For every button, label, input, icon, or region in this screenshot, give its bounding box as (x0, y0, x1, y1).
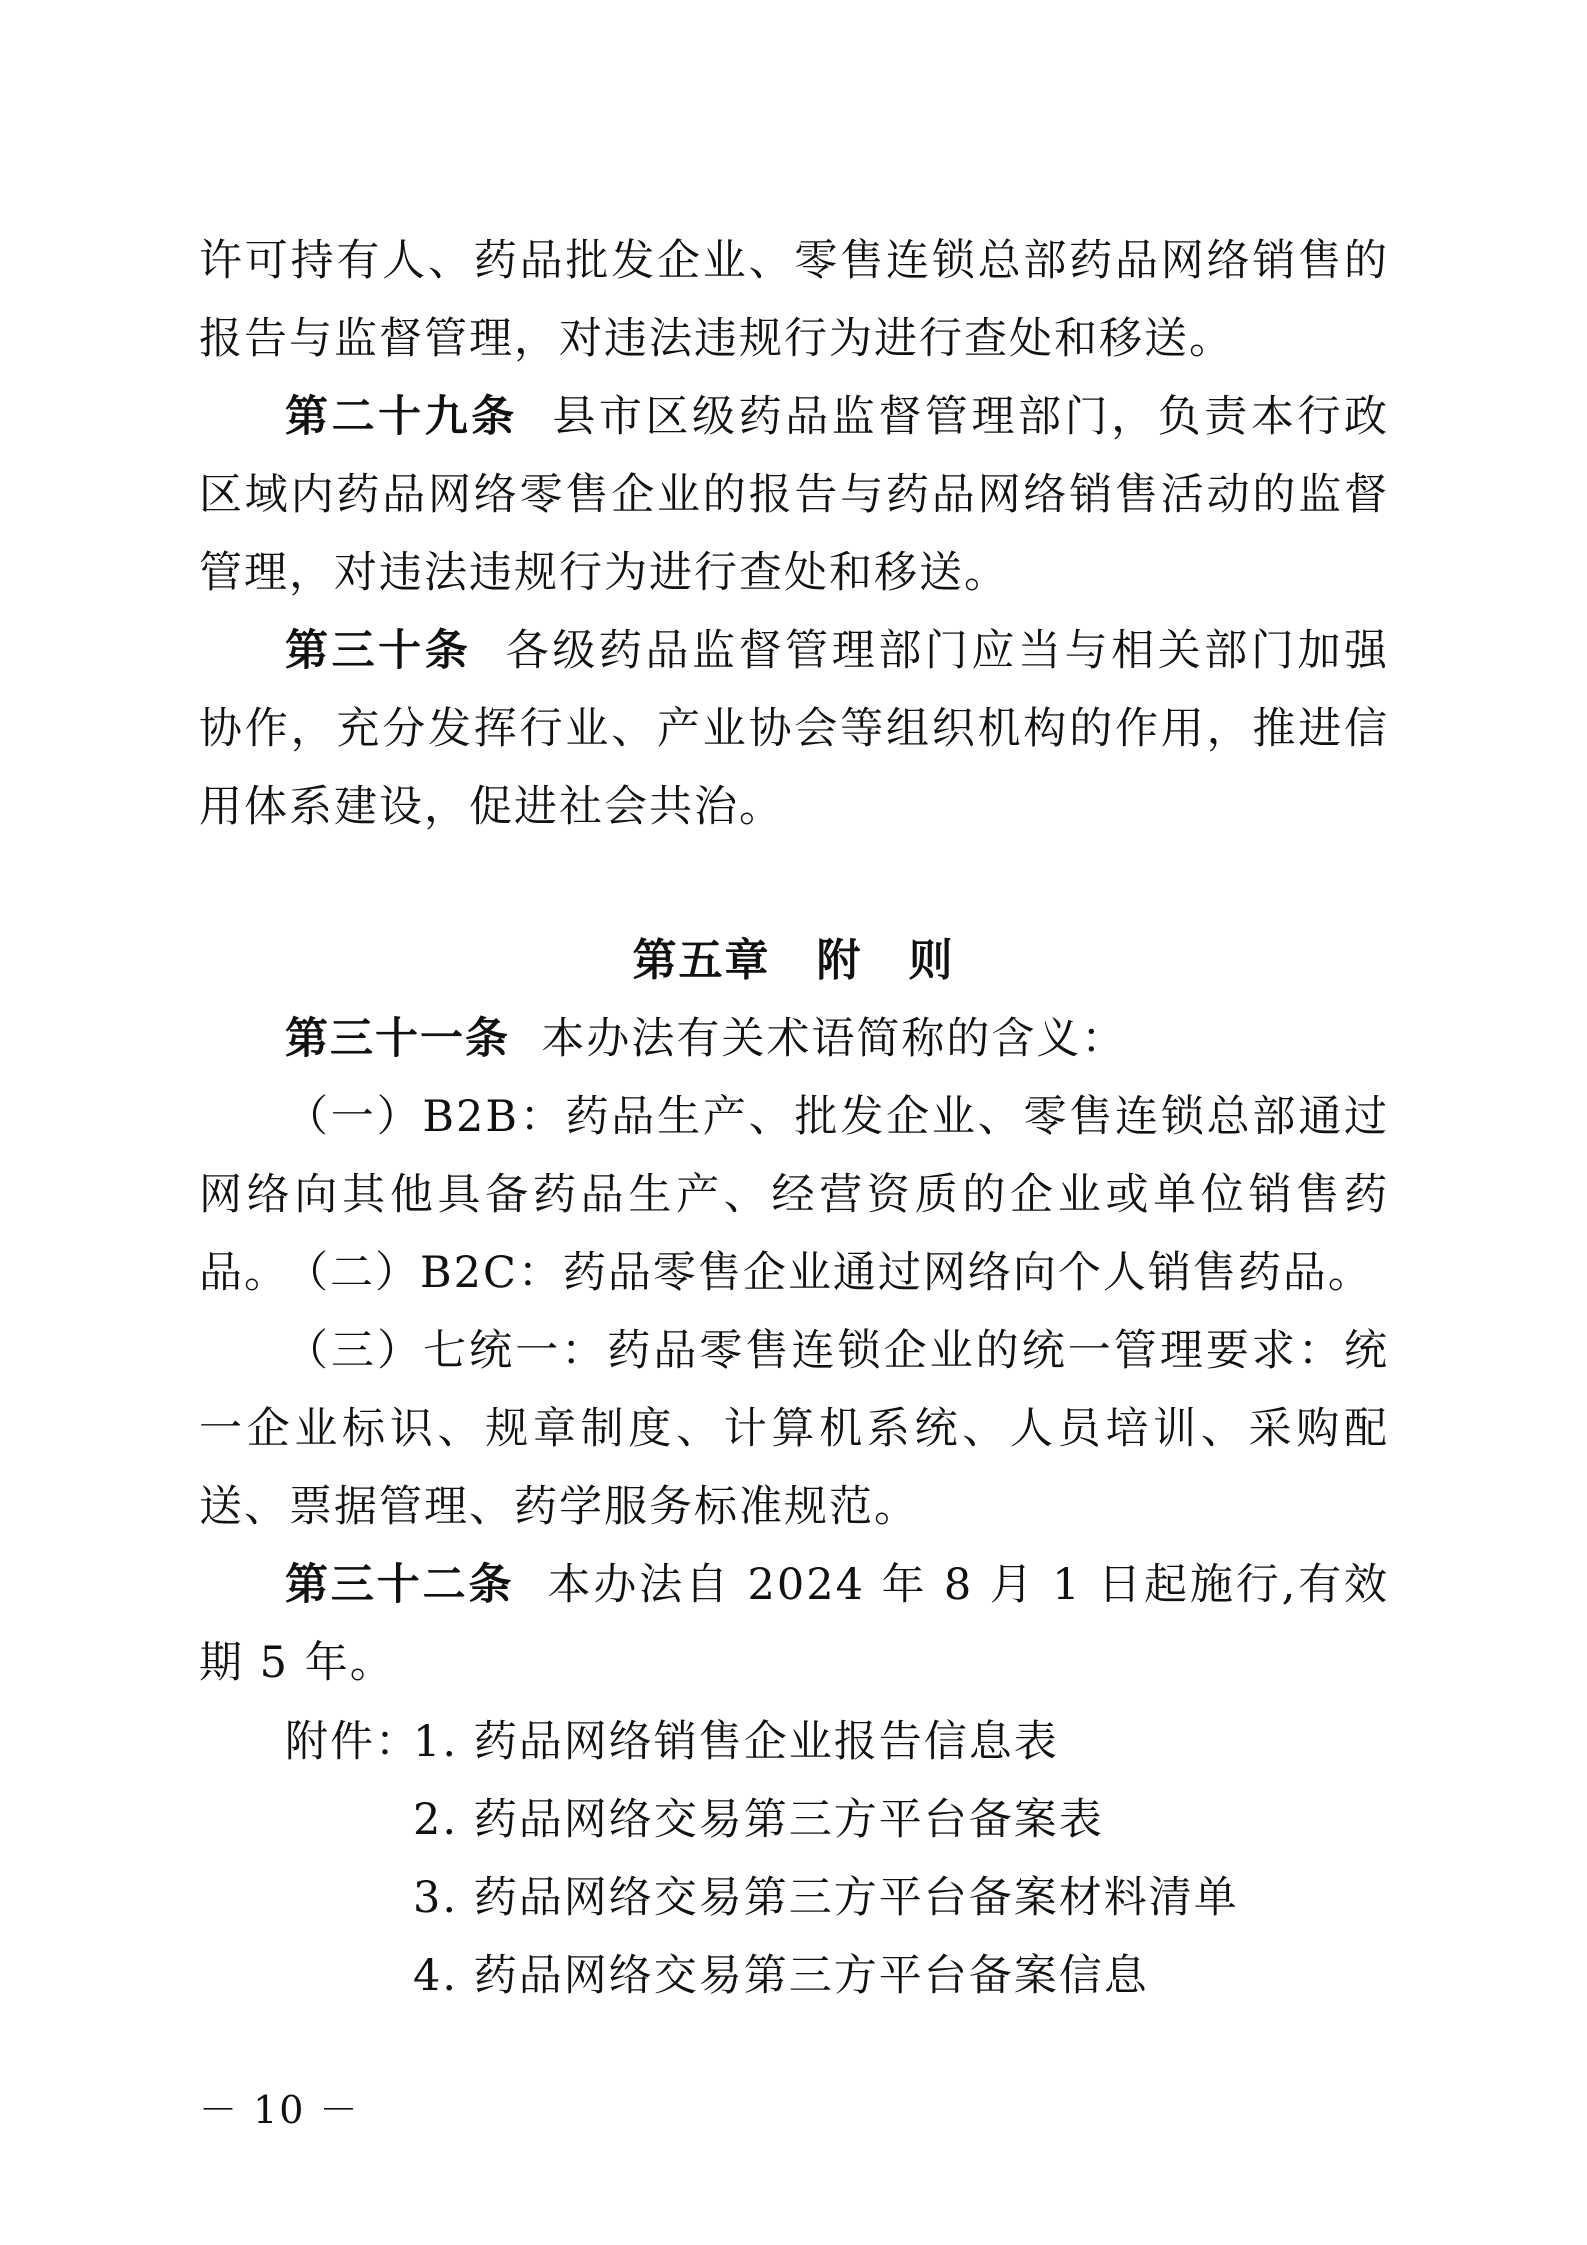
article-32-text: 本办法自 2024 年 8 月 1 日起施行,有效期 5 年。 (199, 1560, 1390, 1688)
article-32-label: 第三十二条 (285, 1560, 515, 1610)
article-30-label: 第三十条 (285, 626, 472, 676)
definition-item-seven-unified: （三）七统一：药品零售连锁企业的统一管理要求：统一企业标识、规章制度、计算机系统、人员培训、采购配送、票据管理、药学服务标准规范。 (199, 1326, 1389, 1532)
article-30 (199, 612, 1389, 846)
page-number: － 10 － (199, 2088, 360, 2132)
article-29-label: 第二十九条 (285, 392, 518, 442)
attachment-item: 1. 药品网络销售企业报告信息表 (413, 1717, 1059, 1767)
attachment-item: 2. 药品网络交易第三方平台备案表 (413, 1795, 1104, 1845)
article-32 (199, 1546, 1389, 1702)
attachment-item: 3. 药品网络交易第三方平台备案材料清单 (413, 1873, 1239, 1923)
article-29 (199, 378, 1389, 612)
definition-item-b2b: （一）B2B：药品生产、批发企业、零售连锁总部通过网络向其他具备药品生产、经营资质的企业或单位销售药品。 (199, 1092, 1389, 1298)
definition-item-b2c: （二）B2C：药品零售企业通过网络向个人销售药品。 (285, 1248, 1373, 1298)
article-31-text: 本办法有关术语简称的含义： (541, 1014, 1127, 1064)
article-30-text: 各级药品监督管理部门应当与相关部门加强协作，充分发挥行业、产业协会等组织机构的作用，推进信用体系建设，促进社会共治。 (199, 626, 1390, 832)
article-31-label: 第三十一条 (285, 1014, 510, 1064)
article-31 (199, 1000, 1389, 1078)
chapter-heading: 第五章 附 则 (632, 935, 955, 986)
article-29-text: 县市区级药品监督管理部门，负责本行政区域内药品网络零售企业的报告与药品网络销售活动的监督管理，对违法违规行为进行查处和移送。 (199, 392, 1390, 598)
intro-paragraph: 许可持有人、药品批发企业、零售连锁总部药品网络销售的报告与监督管理，对违法违规行为进行查处和移送。 (199, 236, 1389, 364)
attachment-item: 4. 药品网络交易第三方平台备案信息 (413, 1951, 1149, 2001)
attachments-label: 附件： (285, 1717, 420, 1767)
